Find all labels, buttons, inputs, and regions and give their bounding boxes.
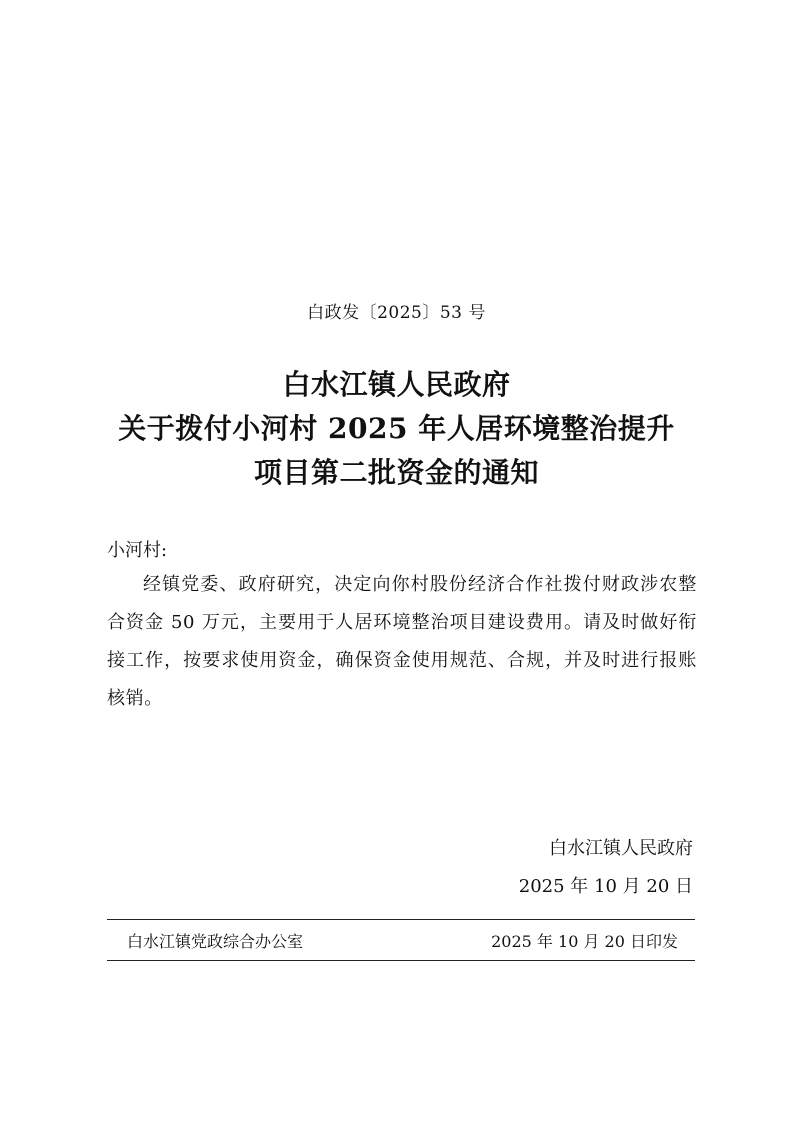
document-title (60, 363, 733, 495)
signature-block (519, 830, 693, 906)
title-line-2: 关于拨付小河村 2025 年人居环境整治提升 (118, 412, 675, 445)
footer-print-date: 2025 年 10 月 20 日印发 (491, 932, 678, 951)
recipient: 小河村: (107, 540, 168, 561)
footer-office: 白水江镇党政综合办公室 (127, 932, 304, 951)
issuer-name: 白水江镇人民政府 (549, 838, 693, 859)
footer-bottom-rule (107, 960, 695, 961)
issue-date: 2025 年 10 月 20 日 (518, 876, 693, 897)
footer-top-rule (107, 919, 695, 920)
document-number: 白政发〔2025〕53 号 (307, 303, 486, 323)
body-paragraph: 经镇党委、政府研究，决定向你村股份经济合作社拨付财政涉农整合资金 50 万元，主要用于人居环境整治项目建设费用。请及时做好衔接工作，按要求使用资金，确保资金使用规范、合规，并及时进行报账核销。 (107, 574, 697, 709)
title-line-3: 项目第二批资金的通知 (253, 456, 539, 489)
title-line-1: 白水江镇人民政府 (282, 368, 511, 401)
